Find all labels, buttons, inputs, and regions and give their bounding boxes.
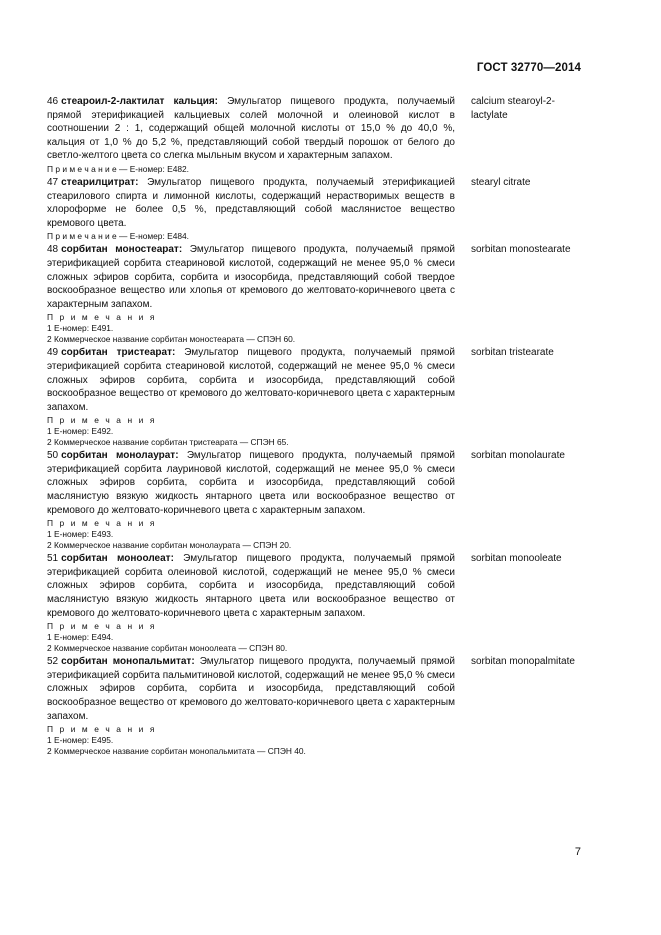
term-name: сорбитан монолаурат: xyxy=(61,450,179,462)
term-number: 51 xyxy=(47,553,59,565)
document-header: ГОСТ 32770—2014 xyxy=(476,62,581,74)
definition xyxy=(47,655,455,723)
notes-block xyxy=(47,724,455,757)
term-number: 48 xyxy=(47,244,59,256)
definition xyxy=(47,346,455,414)
definition-text: Эмульгатор пищевого продукта, получаемый прямой этерификацией сорбита пальмитиновой кислотой, содержащий не менее 95,0 % смеси сложных эфиров сорбита, сорбита и изосорбида, представляющий собой воскообразное вещество от кремового до желтовато-коричневого цвета с характерным запахом. xyxy=(47,656,455,722)
term-entry-48 xyxy=(47,243,587,345)
definition xyxy=(47,552,455,620)
notes-title: П р и м е ч а н и я xyxy=(47,724,157,735)
term-name: стеароил-2-лактилат кальция: xyxy=(61,96,219,107)
notes-title: П р и м е ч а н и я xyxy=(47,312,157,323)
term-entry-49 xyxy=(47,346,587,448)
note-commercial-name: 2 Коммерческое название сорбитан монопальмитата — СПЭН 40. xyxy=(47,746,306,757)
term-name: стеарилцитрат: xyxy=(61,176,139,188)
definition xyxy=(47,176,455,230)
definition xyxy=(47,449,455,517)
english-term: sorbitan monolaurate xyxy=(471,450,565,462)
term-name: сорбитан тристеарат: xyxy=(61,347,176,359)
term-name: сорбитан моноолеат: xyxy=(61,553,174,565)
note-commercial-name: 2 Коммерческое название сорбитан тристеарата — СПЭН 65. xyxy=(47,437,289,448)
english-term: sorbitan monooleate xyxy=(471,553,562,565)
note-e-number: 1 Е-номер: Е494. xyxy=(47,632,114,643)
term-name: сорбитан моностеарат: xyxy=(61,244,183,256)
term-entry-51 xyxy=(47,552,587,654)
notes-title: П р и м е ч а н и я xyxy=(47,621,157,632)
notes-block xyxy=(47,518,455,551)
terms-list xyxy=(47,95,587,758)
english-term: sorbitan monostearate xyxy=(471,244,571,256)
notes-block xyxy=(47,621,455,654)
note-e-number: 1 Е-номер: Е495. xyxy=(47,735,114,746)
definition-text: Эмульгатор пищевого продукта, получаемый прямой этерификацией кальциевых солей молочной и олеиновой кислот в соотношении 2 : 1, содержащий общей молочной кислоты от 15,0 % до 40,0 %, кальция от 1,0 % до 5,2 %, представляющий собой твердый порошок от белого до светло-желтого цвета со слегка мыльным вкусом и характерным запахом. xyxy=(47,96,455,162)
note-e-number: 1 Е-номер: Е492. xyxy=(47,426,114,437)
definition-text: Эмульгатор пищевого продукта, получаемый этерификацией стеарилового спирта и лимонной кислоты, содержащий нерастворимых веществ в хлороформе не более 0,5 %, представляющий собой маслянистое вещество кремового цвета. xyxy=(47,176,455,229)
note-e-number: 1 Е-номер: Е493. xyxy=(47,529,114,540)
term-name: сорбитан монопальмитат: xyxy=(61,656,195,668)
notes-block xyxy=(47,415,455,448)
definition-text: Эмульгатор пищевого продукта, получаемый прямой этерификацией сорбита стеариновой кислотой, содержащий не менее 95,0 % смеси сложных эфиров сорбита, сорбита и изосорбида, представляющий собой твердое воскообразное вещество или хлопья от кремового до желтовато-коричневого цвета с характерным запахом. xyxy=(47,244,456,310)
note-commercial-name: 2 Коммерческое название сорбитан моностеарата — СПЭН 60. xyxy=(47,334,296,345)
english-term: sorbitan monopalmitate xyxy=(471,656,575,668)
definition-text: Эмульгатор пищевого продукта, получаемый прямой этерификацией сорбита стеариновой кислотой, содержащий не менее 95,0 % смеси сложных эфиров сорбита, сорбита и изосорбида, представляющий собой воскообразное вещество от кремового до желтовато-коричневого цвета с характерным запахом. xyxy=(47,347,455,413)
term-number: 49 xyxy=(47,347,59,359)
notes-block xyxy=(47,312,455,345)
term-number: 46 xyxy=(47,96,59,107)
page-number: 7 xyxy=(574,846,581,858)
note: П р и м е ч а н и е — Е-номер: Е484. xyxy=(47,231,189,242)
notes-title: П р и м е ч а н и я xyxy=(47,518,157,529)
term-entry-52 xyxy=(47,655,587,757)
term-number: 47 xyxy=(47,176,59,188)
definition-text: Эмульгатор пищевого продукта, получаемый прямой этерификацией сорбита лауриновой кислотой, содержащий не менее 95,0 % смеси сложных эфиров сорбита, сорбита и изосорбида, представляющий собой маслянистую вязкую жидкость янтарного цвета или воскообразное вещество от кремового до желтовато-коричневого цвета с характерным запахом. xyxy=(47,450,455,516)
term-entry-46 xyxy=(47,95,587,175)
notes-title: П р и м е ч а н и я xyxy=(47,415,157,426)
note-commercial-name: 2 Коммерческое название сорбитан моноолеата — СПЭН 80. xyxy=(47,643,288,654)
term-entry-47 xyxy=(47,176,587,242)
term-number: 52 xyxy=(47,656,59,668)
term-number: 50 xyxy=(47,450,59,462)
definition-text: Эмульгатор пищевого продукта, получаемый прямой этерификацией сорбита олеиновой кислотой, содержащий не менее 95,0 % смеси сложных эфиров сорбита, сорбита и изосорбида, представляющий собой маслянистую вязкую жидкость янтарного цвета или воскообразное вещество от кремового до желтовато-коричневого цвета с характерным запахом. xyxy=(47,553,455,619)
definition xyxy=(47,243,455,311)
term-entry-50 xyxy=(47,449,587,551)
english-term: stearyl citrate xyxy=(471,176,531,188)
english-term: calcium stearoyl-2-lactylate xyxy=(471,96,555,121)
definition xyxy=(47,95,455,163)
english-term: sorbitan tristearate xyxy=(471,347,554,359)
note-commercial-name: 2 Коммерческое название сорбитан монолаурата — СПЭН 20. xyxy=(47,540,292,551)
note: П р и м е ч а н и е — Е-номер: Е482. xyxy=(47,163,189,174)
note-e-number: 1 Е-номер: Е491. xyxy=(47,323,114,334)
